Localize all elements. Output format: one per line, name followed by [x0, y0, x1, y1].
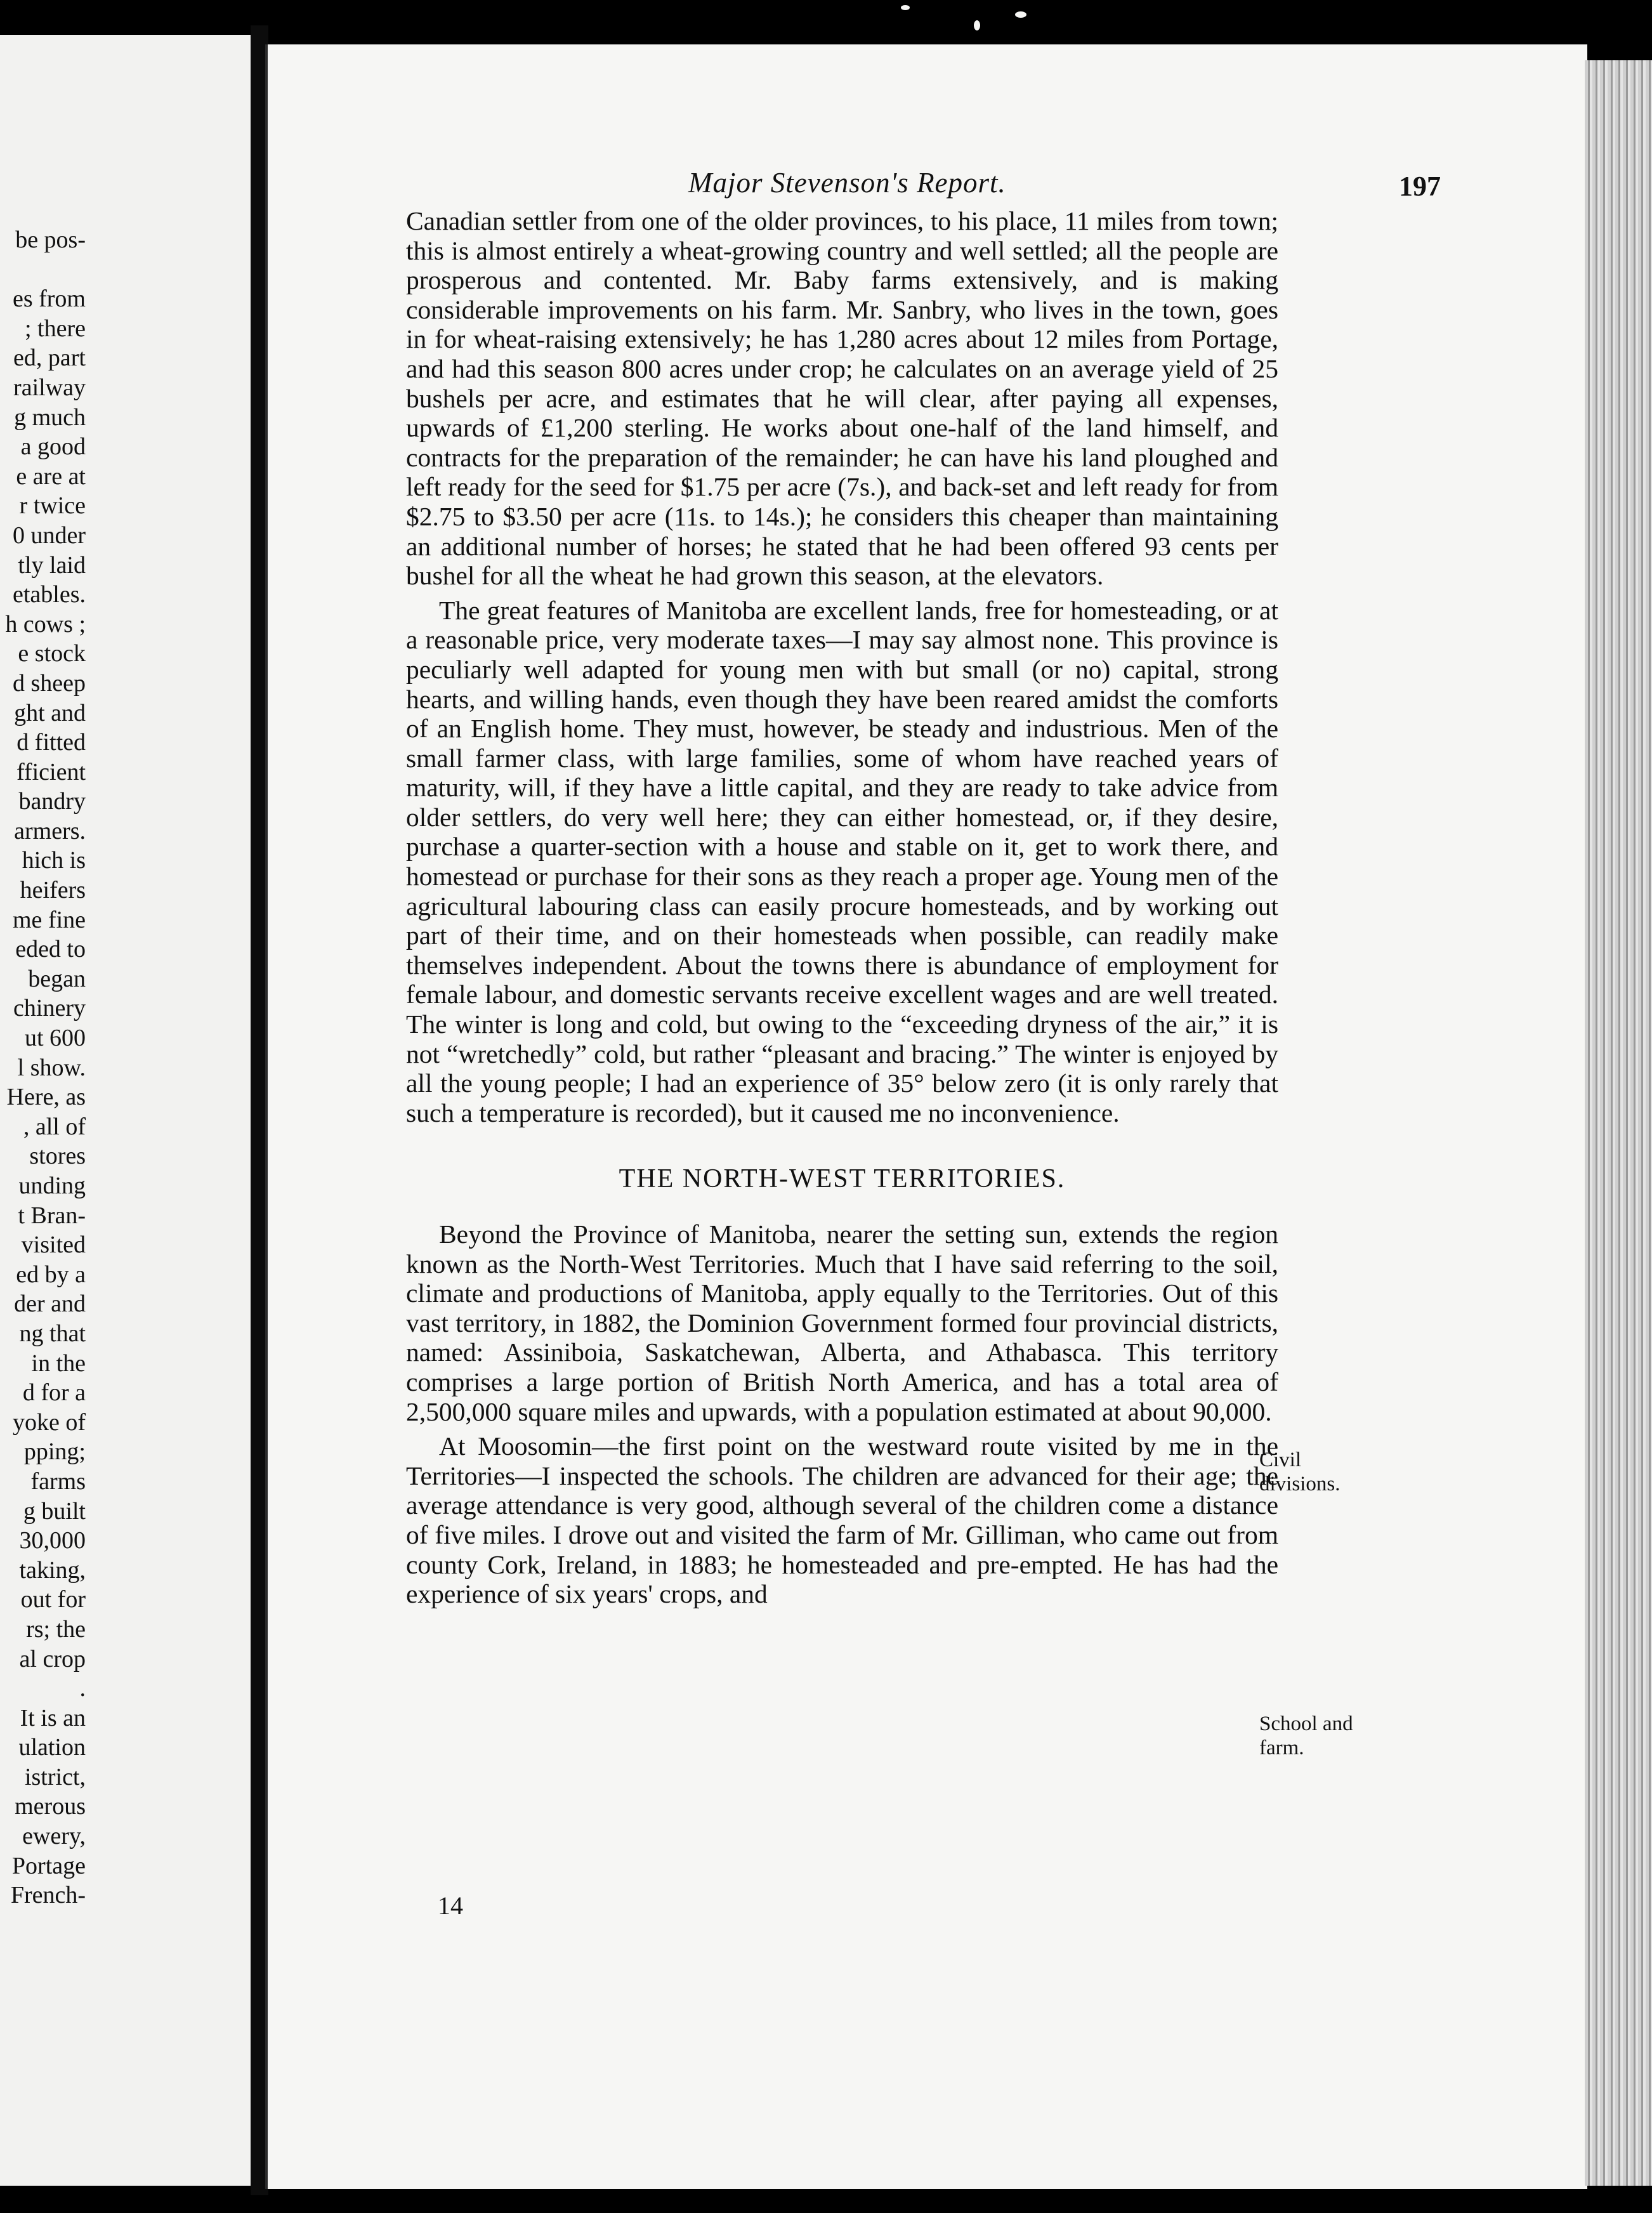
left-page-line: ; there [24, 315, 86, 342]
left-page-line: French- [10, 1882, 86, 1909]
left-page-line: stores [29, 1143, 86, 1170]
left-page-line: armers. [14, 817, 86, 844]
left-page-line: t Bran- [18, 1202, 86, 1229]
left-page-line: ewery, [22, 1823, 86, 1850]
left-page-line: yoke of [12, 1409, 86, 1436]
left-page-line: chinery [13, 995, 86, 1022]
left-page-line: me fine [12, 906, 86, 933]
left-page-line: d sheep [12, 669, 86, 697]
left-page-line: be pos- [15, 227, 86, 253]
left-page-line: merous [15, 1793, 86, 1820]
left-page-line: ed, part [13, 345, 86, 372]
left-page-line: es from [12, 286, 86, 313]
left-page-line: 30,000 [19, 1527, 86, 1554]
left-page-line: d for a [22, 1379, 86, 1407]
signature-mark: 14 [438, 1891, 463, 1920]
left-page-line: etables. [12, 581, 86, 608]
left-page-line: d fitted [16, 729, 86, 756]
scan-speck [1015, 11, 1026, 18]
body-text [406, 206, 1278, 1614]
left-page-line: pping; [23, 1438, 86, 1466]
left-page-line: e stock [18, 640, 86, 667]
scan-speck [901, 5, 910, 10]
left-page-line: It is an [20, 1704, 86, 1731]
left-page-line: fficient [16, 758, 86, 785]
left-page-line: taking, [19, 1556, 86, 1584]
left-page-line: ulation [18, 1734, 86, 1761]
left-page-line: ut 600 [24, 1025, 86, 1052]
margin-note-civil-divisions: Civil divisions. [1259, 1448, 1341, 1495]
left-page-line: heifers [20, 877, 86, 904]
left-page-line: 0 under [12, 522, 86, 549]
left-page-line: Here, as [6, 1084, 86, 1111]
left-page-line: in the [31, 1349, 86, 1377]
left-page-line: eded to [15, 936, 86, 963]
left-page-line: a good [20, 433, 86, 461]
left-page-line: out for [20, 1586, 86, 1613]
scan-speck [974, 20, 980, 30]
left-page-line: began [28, 965, 86, 992]
paragraph: Canadian settler from one of the older provinces, to his place, 11 miles from town; this is almost entirely a wheat-growing country and well settled; all the people are prosperous and contented. Mr. Baby farms extensively, and is making considerable improvements on his farm. Mr. Sanbry, who lives in the town, goes in for wheat-raising extensively; he has 1,280 acres about 12 miles from Portage, and had this season 800 acres under crop; he calculates on an average yield of 25 bushels per acre, and estimates that he will clear, after paying all expenses, upwards of £1,200 sterling. He works about one-half of the land himself, and contracts for the preparation of the remainder; he can have his land ploughed and left ready for the seed for $1.75 per acre (7s.), and back-set and left ready for from $2.75 to $3.50 per acre (11s. to 14s.); he considers this cheaper than maintaining an additional number of horses; he stated that he had been offered 93 cents per bushel for all the wheat he had grown this season, at the elevators. [406, 206, 1278, 591]
left-page-line: hich is [22, 847, 86, 874]
left-page-line [0, 255, 86, 285]
section-heading: THE NORTH-WEST TERRITORIES. [619, 1164, 1066, 1194]
left-page-line: , all of [23, 1113, 86, 1140]
left-page-line: ng that [19, 1320, 86, 1347]
left-page-line: unding [18, 1172, 86, 1199]
paragraph: The great features of Manitoba are excellent lands, free for homesteading, or at a reasonable price, very moderate taxes—I may say almost none. This province is peculiarly well adapted for young men with but small (or no) capital, strong hearts, and willing hands, even though they have been reared amidst the comforts of an English home. They must, however, be steady and industrious. Men of the small farmer class, with large families, some of whom have reached years of maturity, will, if they have a little capital, and they are ready to take advice from older settlers, do very well here; they can either homestead, or, if they desire, purchase a quarter-section with a house and stable on it, get to work there, and homestead or purchase for their sons as they reach a proper age. Young men of the agricultural labouring class can easily procure homesteads, and by working out part of their time, and on their homesteads when possible, can readily make themselves independent. About the towns there is abundance of employment for female labour, and domestic servants receive excellent wages and are well treated. The winter is long and cold, but owing to the “exceeding dryness of the air,” it is not “wretchedly” cold, but rather “pleasant and bracing.” The winter is enjoyed by all the young people; I had an experience of 35° below zero (it is only rarely that such a temperature is recorded), but it caused me no inconvenience. [406, 595, 1278, 1127]
left-page-text-fragments [0, 225, 86, 1910]
left-page-line: Portage [11, 1852, 86, 1879]
paragraph: Beyond the Province of Manitoba, nearer the setting sun, extends the region known as the North-West Territories. Much that I have said referring to the soil, climate and productions of Manitoba, apply equally to the Territories. Out of this vast territory, in 1882, the Dominion Government formed four provincial districts, named: Assiniboia, Saskatchewan, Alberta, and Athabasca. This territory comprises a large portion of British North America, and has a total area of 2,500,000 square miles and upwards, with a population estimated at about 90,000. [406, 1219, 1278, 1426]
left-page-line: visited [21, 1231, 86, 1259]
left-page-line: g much [14, 404, 86, 431]
left-page-line: ed by a [16, 1261, 86, 1288]
left-page-line: . [79, 1675, 86, 1702]
running-head: Major Stevenson's Report. [688, 167, 1006, 199]
left-page-line: al crop [19, 1645, 86, 1672]
left-page-line: farms [30, 1468, 86, 1495]
left-page-line: h cows ; [5, 610, 86, 638]
paragraph: At Moosomin—the first point on the westward route visited by me in the Territories—I inspected the schools. The children are advanced for their age; the average attendance is very good, although several of the children come a distance of five miles. I drove out and visited the farm of Mr. Gilliman, who came out from county Cork, Ireland, in 1883; he homesteaded and pre-empted. He has had the experience of six years' crops, and [406, 1431, 1278, 1609]
left-page-line: bandry [18, 788, 86, 815]
left-page-line: e are at [16, 463, 86, 490]
left-page-line: g built [23, 1497, 86, 1525]
left-page-line: ght and [14, 699, 86, 726]
left-page-line: l show. [17, 1054, 86, 1081]
margin-note-school-and-farm: School and farm. [1259, 1712, 1353, 1759]
left-page-line: der and [14, 1290, 86, 1318]
left-page-line: railway [13, 374, 86, 401]
left-page-line: tly laid [18, 551, 86, 579]
page-edges [1585, 60, 1652, 2186]
left-page-line: r twice [19, 492, 86, 520]
left-page-line: rs; the [26, 1615, 86, 1643]
page-number: 197 [1399, 171, 1441, 202]
left-page-line: istrict, [24, 1763, 86, 1790]
